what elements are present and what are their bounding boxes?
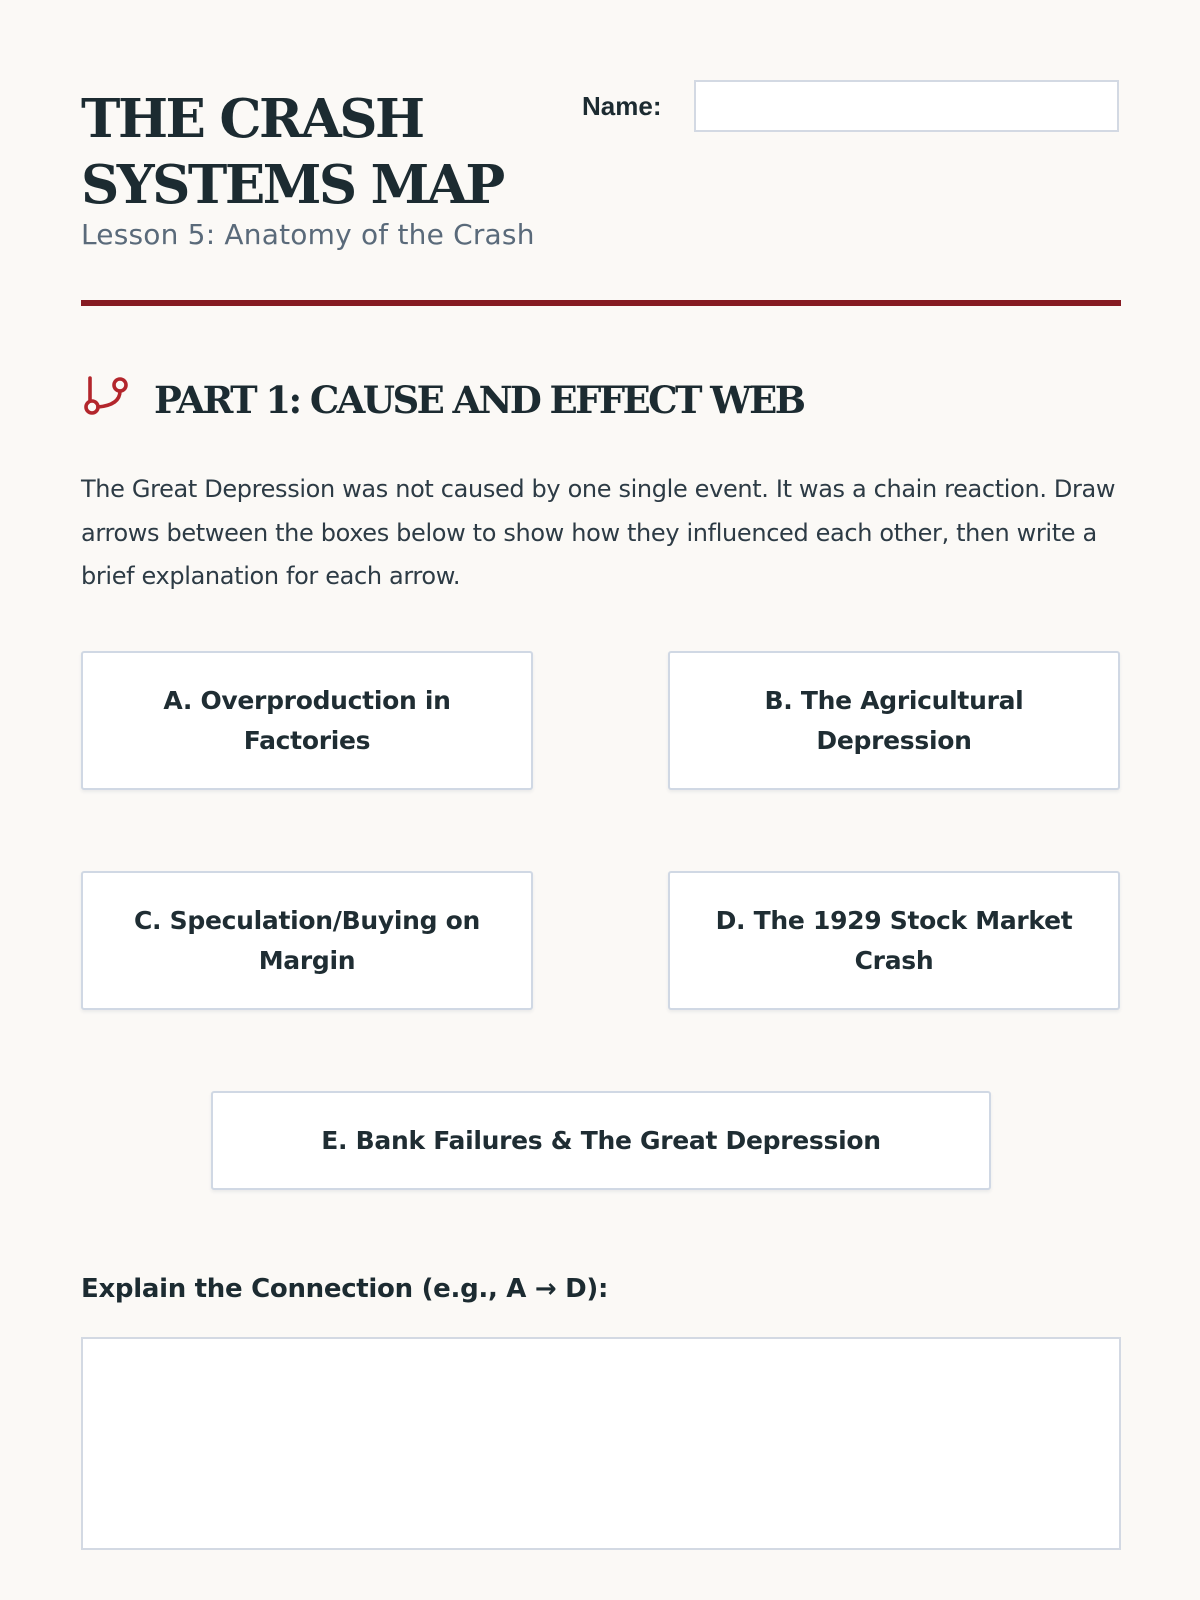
name-input[interactable] (694, 80, 1119, 132)
worksheet-page (81, 0, 1121, 1600)
explain-label: Explain the Connection (e.g., A → D): (81, 1274, 609, 1304)
cause-box-d[interactable]: D. The 1929 Stock Market Crash (668, 871, 1120, 1010)
section-title: PART 1: CAUSE AND EFFECT WEB (154, 378, 804, 422)
lesson-subtitle: Lesson 5: Anatomy of the Crash (81, 218, 535, 251)
cause-box-a[interactable]: A. Overproduction in Factories (81, 651, 533, 790)
branch-icon (81, 375, 129, 423)
cause-box-e[interactable]: E. Bank Failures & The Great Depression (211, 1091, 991, 1190)
explain-textarea[interactable] (81, 1337, 1121, 1550)
name-label: Name: (582, 91, 662, 121)
page-title: THE CRASH SYSTEMS MAP (81, 88, 503, 216)
cause-box-b[interactable]: B. The Agricultural Depression (668, 651, 1120, 790)
header-divider (81, 300, 1121, 306)
cause-box-c[interactable]: C. Speculation/Buying on Margin (81, 871, 533, 1010)
instructions-text: The Great Depression was not caused by one single event. It was a chain reaction. Draw arrows between the boxes below to show how they influenced each other, then write a brief explanation for each arrow. (81, 475, 1116, 590)
